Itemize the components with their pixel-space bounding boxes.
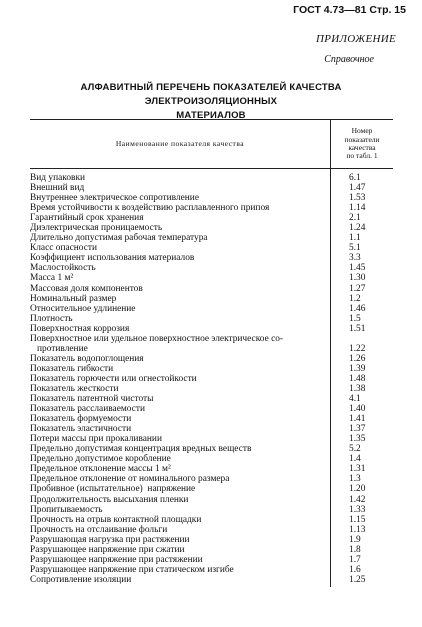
indicator-number: 1.1 [331,233,394,243]
indicator-name: Коэффициент использования материалов [30,253,195,264]
table-row [30,384,393,394]
indicator-name: Длительно допустимая рабочая температура [30,233,208,244]
indicator-name: Предельно допустимая концентрация вредных веществ [30,444,252,455]
indicator-name: Предельно допустимое коробление [30,454,171,465]
indicator-name: Предельное отклонение от номинального размера [30,474,230,485]
indicator-number: 1.45 [331,263,394,273]
indicator-name: Разрушающая нагрузка при растяжении [30,534,190,545]
quality-index-table [30,119,393,587]
table-row [30,575,393,587]
indicator-name: Продолжительность высыхания пленки [30,494,189,505]
table-row [30,263,393,273]
indicator-name: Сопротивление изоляции [30,574,132,585]
indicator-number: 6.1 [331,173,394,183]
indicator-number: 1.3 [331,474,394,484]
table-row [30,334,393,344]
indicator-name: Вид упаковки [30,173,86,183]
indicator-name: Разрушающее напряжение при статическом изгибе [30,564,234,575]
table-row [30,233,393,243]
indicator-number: 1.40 [331,404,394,414]
table-row [30,464,393,474]
indicator-name: Пробивное (испытательное) напряжение [30,484,196,495]
indicator-number: 1.7 [331,555,394,565]
indicator-number: 5.2 [331,444,394,454]
indicator-number: 1.47 [331,183,394,193]
table-row [30,565,393,575]
table-row [30,243,393,253]
table-row [30,193,393,203]
col-number-header-line: Номер [351,126,373,136]
indicator-number: 1.33 [331,505,394,515]
indicator-name: Потери массы при прокаливании [30,434,162,445]
indicator-name: Массовая доля компонентов [30,283,143,294]
document-title [30,81,392,123]
indicator-number: 1.9 [331,535,394,545]
table-row [30,505,393,515]
table-row [30,344,393,354]
table-row [30,364,393,374]
indicator-name: Показатель эластичности [30,424,132,435]
indicator-name: Относительное удлинение [30,303,136,314]
indicator-name: Класс опасности [30,243,97,254]
indicator-number: 5.1 [331,243,394,253]
col-number-header-line: показатели [344,134,380,144]
indicator-number: 1.27 [331,284,394,294]
indicator-number: 1.35 [331,434,394,444]
indicator-number: 1.5 [331,314,394,324]
col-number-header-line: качества [348,143,376,152]
table-row [30,304,393,314]
indicator-number: 4.1 [331,394,394,404]
table-row [30,203,393,213]
indicator-number: 1.15 [331,515,394,525]
table-row [30,535,393,545]
table-header-row [30,120,393,169]
table-row [30,354,393,364]
indicator-number: 1.8 [331,545,394,555]
table-body [30,169,393,587]
table-row [30,294,393,304]
table-row [30,273,393,283]
table-row [30,183,393,193]
indicator-number: 1.53 [331,193,394,203]
indicator-number: 1.13 [331,525,394,535]
title-line-1: АЛФАВИТНЫЙ ПЕРЕЧЕНЬ ПОКАЗАТЕЛЕЙ КАЧЕСТВА ЭЛЕКТРОИЗОЛЯЦИОННЫХ [80,82,342,107]
table-row [30,374,393,384]
table-row [30,555,393,565]
table-row [30,314,393,324]
col-number-header-line: по табл. 1 [346,151,378,161]
table-row [30,324,393,334]
table-row [30,404,393,414]
indicator-name: Поверхностная коррозия [30,323,130,334]
indicator-number: 1.25 [331,575,394,587]
indicator-name: Номинальный размер [30,293,117,304]
table-row [30,515,393,525]
table-row [30,484,393,494]
indicator-number: 1.4 [331,454,394,464]
page-header: ГОСТ 4.73—81 Стр. 15 [293,4,406,16]
indicator-name: Предельное отклонение массы 1 м² [30,464,171,475]
table-row [30,474,393,484]
indicator-number: 1.31 [331,464,394,474]
appendix-title: ПРИЛОЖЕНИЕ [316,33,396,45]
indicator-number: 1.30 [331,273,394,283]
indicator-name: Прочность на отслаивание фольги [30,524,168,535]
indicator-number: 1.42 [331,495,394,505]
table-row [30,284,393,294]
table-row [30,545,393,555]
table-row [30,525,393,535]
indicator-number: 1.46 [331,304,394,314]
indicator-name: Разрушающее напряжение при сжатии [30,544,185,555]
indicator-name: Прочность на отрыв контактной площадки [30,514,202,525]
table-row [30,414,393,424]
table-row [30,454,393,464]
table-row [30,434,393,444]
indicator-name: Показатель формуемости [30,414,132,425]
indicator-name: Показатель жесткости [30,383,119,394]
indicator-number: 1.51 [331,324,394,334]
indicator-name: противление [30,343,88,354]
indicator-name: Время устойчивости к воздействию расплавленного припоя [30,203,270,214]
indicator-number: 1.24 [331,223,394,233]
indicator-name: Внутреннее электрическое сопротивление [30,193,199,204]
indicator-name: Показатель патентной чистоты [30,394,154,405]
indicator-name: Показатель горючести или огнестойкости [30,373,197,384]
indicator-number: 1.20 [331,484,394,494]
indicator-number: 1.6 [331,565,394,575]
indicator-number: 1.2 [331,294,394,304]
indicator-name: Гарантийный срок хранения [30,213,144,224]
indicator-number: 1.22 [331,344,394,354]
col-name-header: Наименование показателя качества [30,120,331,169]
col-number-header [331,120,394,169]
indicator-number: 3.3 [331,253,394,263]
table-row [30,213,393,223]
indicator-name: Показатель водопоглощения [30,353,144,364]
indicator-name: Показатель гибкости [30,363,114,374]
table-row [30,495,393,505]
table-row [30,394,393,404]
indicator-name: Поверхностное или удельное поверхностное электрическое со- [30,333,284,344]
indicator-number: 1.38 [331,384,394,394]
indicator-name: Внешний вид [30,183,85,194]
indicator-name: Диэлектрическая проницаемость [30,223,163,234]
indicator-name: Масса 1 м² [30,273,74,284]
indicator-number: 1.37 [331,424,394,434]
indicator-number: 1.39 [331,364,394,374]
indicator-number: 1.14 [331,203,394,213]
indicator-name: Маслостойкость [30,263,96,274]
indicator-name: Плотность [30,313,73,324]
table-row [30,173,393,183]
indicator-name: Пропитываемость [30,504,103,515]
indicator-name: Показатель расслаиваемости [30,404,145,415]
table-row [30,223,393,233]
indicator-number: 1.26 [331,354,394,364]
title-line-2: МАТЕРИАЛОВ [176,110,246,121]
indicator-number: 1.41 [331,414,394,424]
table-row [30,424,393,434]
indicator-name: Разрушающее напряжение при растяжении [30,554,203,565]
indicator-number: 2.1 [331,213,394,223]
table-row [30,253,393,263]
table-row [30,444,393,454]
appendix-subtitle: Справочное [324,54,374,65]
indicator-number: 1.48 [331,374,394,384]
indicator-number [331,334,394,344]
